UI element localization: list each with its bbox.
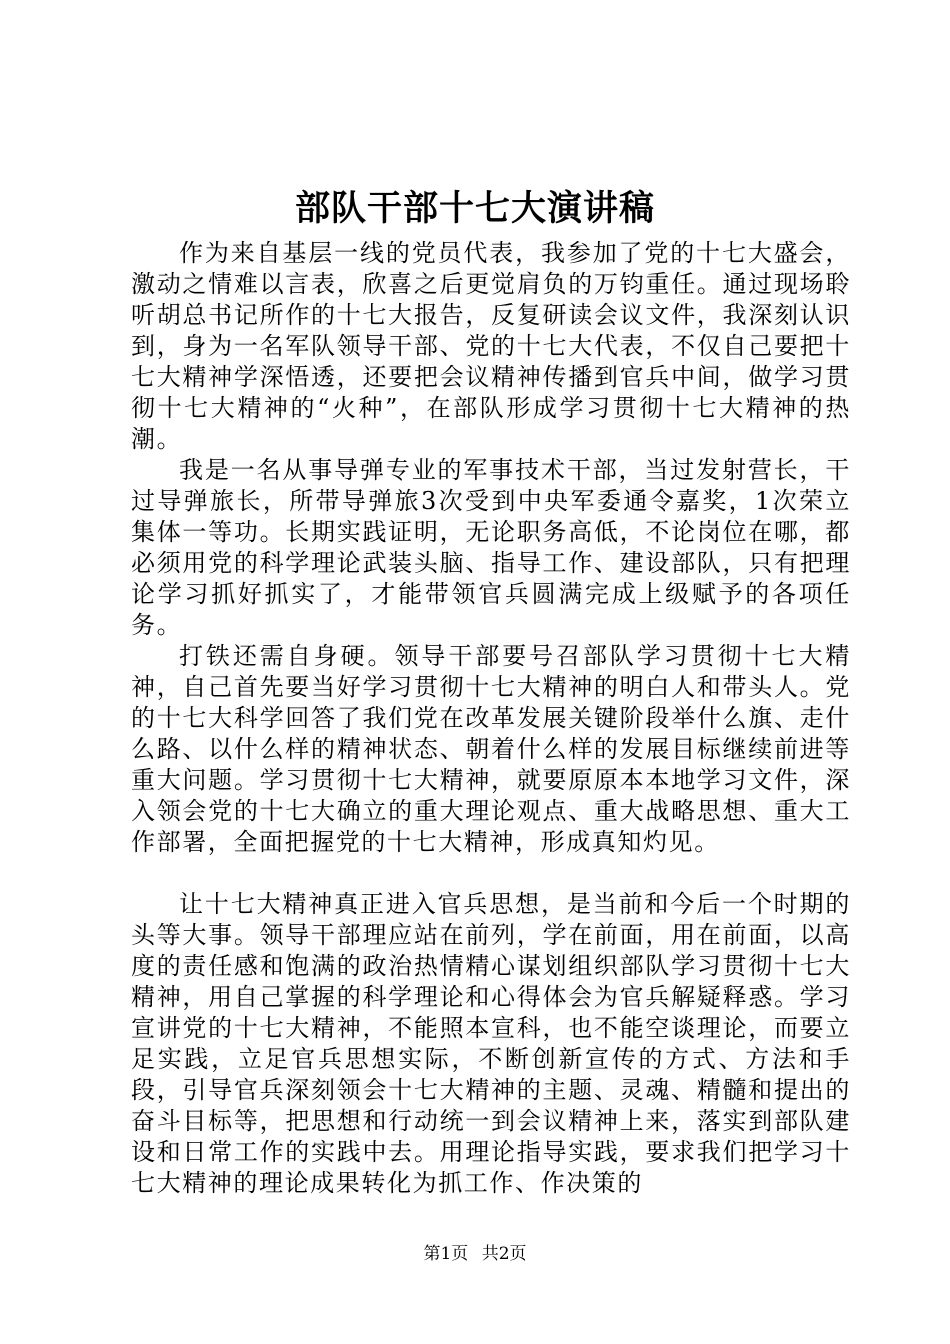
page-total: 共2页 bbox=[481, 1244, 527, 1264]
paragraph-3: 打铁还需自身硬。领导干部要号召部队学习贯彻十七大精神，自己首先要当好学习贯彻十七大精神的明白人和带头人。党的十七大科学回答了我们党在改革发展关键阶段举什么旗、走什么路、以什么样的精神状态、朝着什么样的发展目标继续前进等重大问题。学习贯彻十七大精神，就要原原本本地学习文件，深入领会党的十七大确立的重大理论观点、重大战略思想、重大工作部署，全面把握党的十七大精神，形成真知灼见。 bbox=[131, 642, 851, 856]
paragraph-1: 作为来自基层一线的党员代表，我参加了党的十七大盛会，激动之情难以言表，欣喜之后更觉肩负的万钧重任。通过现场聆听胡总书记所作的十七大报告，反复研读会议文件，我深刻认识到，身为一名军队领导干部、党的十七大代表，不仅自己要把十七大精神学深悟透，还要把会议精神传播到官兵中间，做学习贯彻十七大精神的“火种”，在部队形成学习贯彻十七大精神的热潮。 bbox=[131, 239, 851, 453]
page-number: 第1页 bbox=[423, 1244, 469, 1264]
document-title: 部队干部十七大演讲稿 bbox=[294, 188, 655, 229]
paragraph-2: 我是一名从事导弹专业的军事技术干部，当过发射营长，干过导弹旅长，所带导弹旅3次受到中央军委通令嘉奖，1次荣立集体一等功。长期实践证明，无论职务高低，不论岗位在哪，都必须用党的科学理论武装头脑、指导工作、建设部队，只有把理论学习抓好抓实了，才能带领官兵圆满完成上级赋予的各项任务。 bbox=[131, 456, 851, 639]
document-body bbox=[131, 238, 851, 1199]
paragraph-4: 让十七大精神真正进入官兵思想，是当前和今后一个时期的头等大事。领导干部理应站在前列，学在前面，用在前面，以高度的责任感和饱满的政治热情精心谋划组织部队学习贯彻十七大精神，用自己掌握的科学理论和心得体会为官兵解疑释惑。学习宣讲党的十七大精神，不能照本宣科，也不能空谈理论，而要立足实践，立足官兵思想实际，不断创新宣传的方式、方法和手段，引导官兵深刻领会十七大精神的主题、灵魂、精髓和提出的奋斗目标等，把思想和行动统一到会议精神上来，落实到部队建设和日常工作的实践中去。用理论指导实践，要求我们把学习十七大精神的理论成果转化为抓工作、作决策的 bbox=[131, 890, 851, 1197]
paragraph-spacer bbox=[131, 858, 851, 889]
page-footer bbox=[0, 1242, 950, 1266]
